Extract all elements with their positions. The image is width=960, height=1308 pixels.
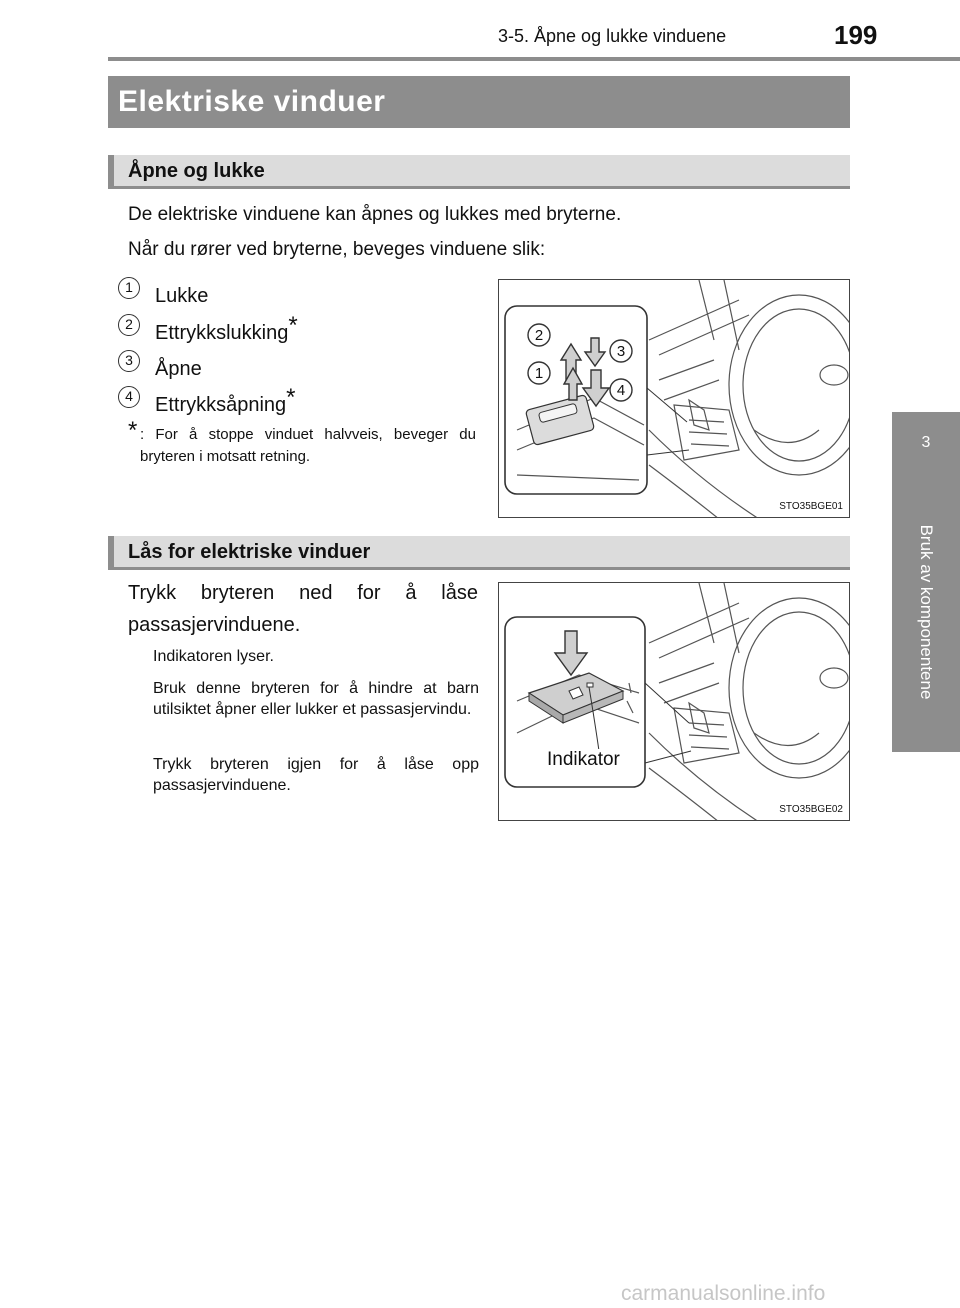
chapter-number: 3 (921, 434, 931, 451)
sub-paragraph: Indikatoren lyser. (153, 648, 274, 665)
item-label: Lukke (155, 285, 209, 307)
item-label: Åpne (155, 358, 202, 380)
lead-paragraph: Når du rører ved bryterne, beveges vinduene slik: (128, 239, 546, 260)
running-header-section: 3-5. Åpne og lukke vinduene (498, 26, 727, 46)
item-number: 4 (118, 386, 140, 408)
chapter-tab (892, 412, 960, 752)
callout-2: 2 (534, 327, 544, 344)
item-number: 3 (118, 350, 140, 372)
callout-4: 4 (616, 382, 626, 399)
footnote (128, 417, 476, 468)
footnote-text: : For å stoppe vinduet halvveis, beveger du bryteren i motsatt retning. (140, 426, 476, 465)
figure-window-lock (498, 582, 850, 821)
window-lock-illustration (499, 583, 850, 821)
item-label: Ettrykkslukking (155, 322, 289, 344)
figure-code: STO35BGE02 (779, 804, 843, 815)
item-number: 1 (118, 277, 140, 299)
section-heading-window-lock: Lås for elektriske vinduer (108, 536, 850, 570)
callout-1: 1 (534, 365, 544, 382)
lock-paragraph: Trykk bryteren ned for å låse passasjervinduene. (128, 582, 478, 636)
chapter-title: Bruk av komponentene (917, 524, 936, 700)
footnote-asterisk: * (128, 417, 138, 444)
item-label: Ettrykksåpning (155, 394, 287, 416)
indicator-label: Indikator (547, 749, 620, 770)
figure-code: STO35BGE01 (779, 501, 843, 512)
asterisk: * (288, 312, 298, 339)
window-switch-illustration (499, 280, 850, 518)
header-rule (108, 57, 960, 61)
page-title: Elektriske vinduer (108, 76, 850, 128)
callout-3: 3 (616, 343, 626, 360)
sub-paragraph: Bruk denne bryteren for å hindre at barn utilsiktet åpner eller lukker et passasjervindu. (153, 680, 479, 718)
asterisk: * (286, 384, 296, 411)
section-heading-open-close: Åpne og lukke (108, 155, 850, 189)
item-number: 2 (118, 314, 140, 336)
intro-paragraph: De elektriske vinduene kan åpnes og lukkes med bryterne. (128, 204, 622, 225)
sub-paragraph: Trykk bryteren igjen for å låse opp passasjervinduene. (153, 756, 479, 794)
page-number: 199 (834, 20, 878, 50)
watermark: carmanualsonline.info (621, 1282, 826, 1305)
figure-window-switch (498, 279, 850, 518)
